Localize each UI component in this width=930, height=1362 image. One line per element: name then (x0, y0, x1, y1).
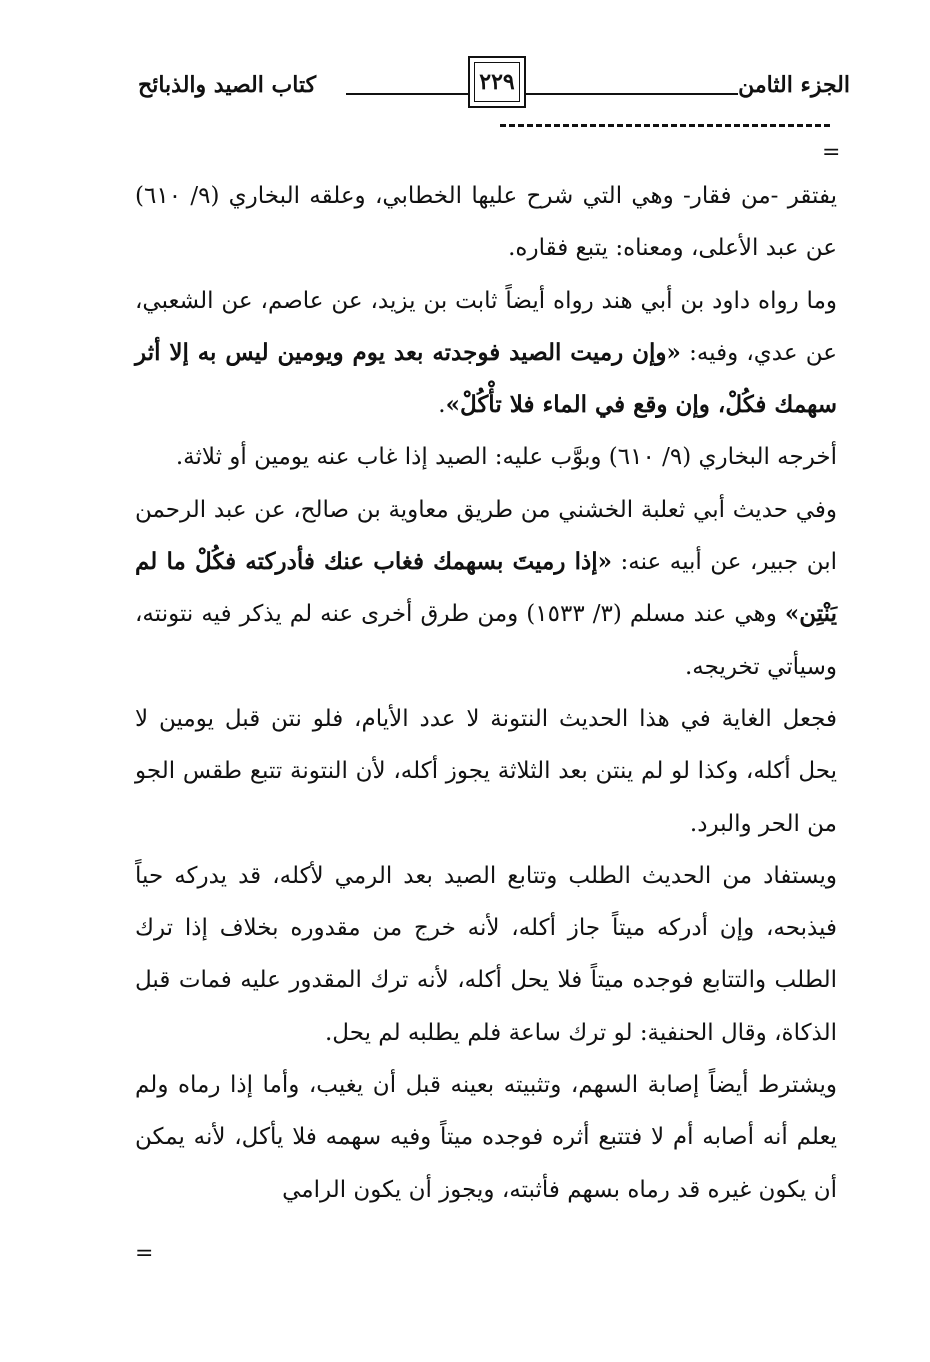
paragraph-2 (135, 275, 837, 432)
paragraph-text: فجعل الغاية في هذا الحديث النتونة لا عدد الأيام، فلو نتن قبل يومين لا يحل أكله، وكذا لو لم ينتن بعد الثلاثة يجوز أكله، لأن النتونة تتبع طقس الجو من الحر والبرد. (135, 705, 837, 837)
paragraph-1 (135, 170, 837, 275)
book-title: كتاب الصيد والذبائح (138, 72, 317, 98)
page-header (130, 62, 850, 120)
paragraph-3 (135, 431, 837, 483)
hadith-quote: «إذا رميتَ بسهمك فغاب عنك فأدركته فكُلْ ما لم يَنْتِن» (135, 548, 837, 628)
paragraph-text: ويشترط أيضاً إصابة السهم، وتثبيته بعينه قبل أن يغيب، وأما إذا رماه ولم يعلم أنه أصابه أم لا فتتبع أثره فوجده ميتاً وفيه سهمه فلا يأكل، لأنه يمكن أن يكون غيره قد رماه بسهم فأثبته، ويجوز أن يكون الرامي (135, 1072, 837, 1203)
continuation-mark-bottom: = (135, 1241, 154, 1266)
paragraph-text: يفتقر -من فقار- وهي التي شرح عليها الخطابي، وعلقه البخاري (٩/ ٦١٠) عن عبد الأعلى، ومعناه: يتبع فقاره. (135, 183, 837, 262)
paragraph-7 (135, 1059, 837, 1216)
paragraph-text: وفي حديث أبي ثعلبة الخشني من طريق معاوية بن صالح، عن عبد الرحمن ابن جبير، عن أبيه عنه: (135, 496, 837, 576)
continuation-mark-top: = (822, 140, 841, 165)
body-text (135, 170, 837, 1216)
page-number: ٢٢٩ (474, 62, 520, 102)
header-rule-right (526, 93, 738, 95)
paragraph-4 (135, 484, 837, 693)
header-rule-left (346, 93, 468, 95)
page-number-frame (468, 56, 526, 108)
paragraph-text: وما رواه داود بن أبي هند رواه أيضاً ثابت بن يزيد، عن عاصم، عن الشعبي، عن عدي، وفيه: (135, 287, 837, 366)
header-dashed-divider (500, 124, 830, 137)
paragraph-text: وهي عند مسلم (٣/ ١٥٣٣) ومن طرق أخرى عنه لم يذكر فيه نتونته، وسيأتي تخريجه. (135, 601, 837, 680)
paragraph-text: ويستفاد من الحديث الطلب وتتابع الصيد بعد الرمي لأكله، قد يدركه حياً فيذبحه، وإن أدركه ميتاً جاز أكله، لأنه خرج من مقدوره بخلاف إذا ترك الطلب والتتابع فوجده ميتاً فلا يحل أكله، لأنه ترك المقدور عليه فمات قبل الذكاة، وقال الحنفية: لو ترك ساعة فلم يطلبه لم يحل. (135, 862, 837, 1046)
hadith-quote: «وإن رميت الصيد فوجدته بعد يوم ويومين ليس به إلا أثر سهمك فكُلْ، وإن وقع في الماء فلا تأْكُلْ» (135, 338, 837, 419)
part-label: الجزء الثامن (738, 72, 850, 98)
paragraph-text: أخرجه البخاري (٩/ ٦١٠) وبوَّب عليه: الصيد إذا غاب عنه يومين أو ثلاثة. (175, 444, 837, 471)
paragraph-5 (135, 693, 837, 850)
paragraph-text: . (438, 392, 446, 419)
paragraph-6 (135, 850, 837, 1059)
